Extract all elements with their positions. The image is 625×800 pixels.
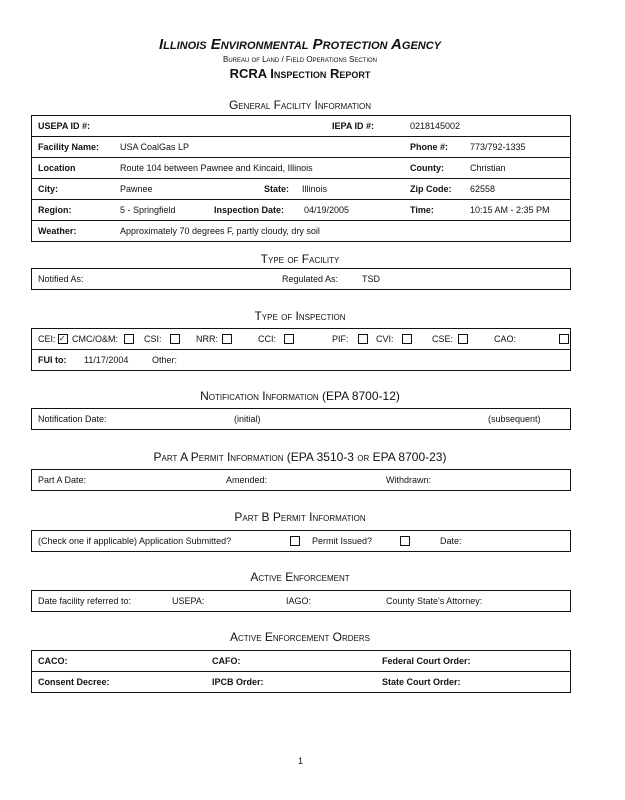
orders-heading: Active Enforcement Orders	[229, 630, 370, 644]
amended-label: Amended:	[226, 475, 268, 485]
weather: Approximately 70 degrees F, partly cloudy, dry soil	[120, 226, 320, 236]
other-label: Other:	[152, 355, 178, 365]
part-a-box	[31, 469, 571, 491]
inspection-type-label: PIF:	[332, 334, 349, 344]
bureau-subtitle: Bureau of Land / Field Operations Section	[222, 55, 378, 64]
orders-box	[31, 650, 571, 693]
inspection-date: 04/19/2005	[304, 205, 350, 215]
enforcement-box	[31, 590, 571, 612]
inspection-type-label: CSI:	[144, 334, 162, 344]
caco-label: CACO:	[38, 656, 68, 666]
notification-date-label: Notification Date:	[38, 414, 107, 424]
county: Christian	[470, 163, 506, 173]
subsequent-label: (subsequent)	[488, 414, 541, 424]
state: Illinois	[302, 184, 328, 194]
city-label: City:	[38, 184, 58, 194]
inspection-type-checkbox[interactable]	[402, 334, 412, 344]
part-b-box	[31, 530, 571, 552]
notification-box	[31, 408, 571, 430]
fui-date: 11/17/2004	[84, 355, 129, 365]
federal-order-label: Federal Court Order:	[382, 656, 471, 666]
regulated-label: Regulated As:	[282, 274, 339, 284]
zip: 62558	[470, 184, 496, 194]
inspection-type-label: NRR:	[196, 334, 218, 344]
consent-decree-label: Consent Decree:	[38, 677, 110, 687]
location-label: Location	[38, 163, 76, 173]
initial-label: (initial)	[234, 414, 261, 424]
phone: 773/792-1335	[470, 142, 526, 152]
cafo-label: CAFO:	[212, 656, 241, 666]
inspection-type-checkbox[interactable]	[458, 334, 468, 344]
region-label: Region:	[38, 205, 72, 215]
inspection-type-label: CEI:	[38, 334, 56, 344]
usepa-label: USEPA ID #:	[38, 121, 91, 131]
general-box	[31, 115, 571, 242]
part-b-heading: Part B Permit Information	[234, 510, 366, 524]
report-title: RCRA Inspection Report	[229, 66, 371, 81]
name-label: Facility Name:	[38, 142, 100, 152]
inspection-type-checkbox[interactable]	[170, 334, 180, 344]
inspection-type-checkbox[interactable]	[559, 334, 569, 344]
enforcement-heading: Active Enforcement	[250, 570, 350, 584]
state-order-label: State Court Order:	[382, 677, 461, 687]
inspection-box	[31, 328, 571, 371]
facility-name: USA CoalGas LP	[120, 142, 190, 152]
inspection-type-label: CAO:	[494, 334, 517, 344]
iepa-label: IEPA ID #:	[332, 121, 375, 131]
inspection-type-label: CMC/O&M:	[72, 334, 118, 344]
part-a-heading: Part A Permit Information (EPA 3510-3 or EPA 8700-23)	[153, 450, 447, 464]
application-submitted-label: (Check one if applicable) Application Submitted?	[38, 536, 232, 546]
part-b-date-label: Date:	[440, 536, 462, 546]
inspection-type-checkbox[interactable]	[358, 334, 368, 344]
iago-label: IAGO:	[286, 596, 312, 606]
part-a-date-label: Part A Date:	[38, 475, 87, 485]
time: 10:15 AM - 2:35 PM	[470, 205, 550, 215]
general-heading: General Facility Information	[228, 98, 372, 112]
inspection-type-checkbox[interactable]	[222, 334, 232, 344]
location: Route 104 between Pawnee and Kincaid, Illinois	[120, 163, 313, 173]
withdrawn-label: Withdrawn:	[386, 475, 432, 485]
ipcb-order-label: IPCB Order:	[212, 677, 264, 687]
referred-label: Date facility referred to:	[38, 596, 132, 606]
inspection-type-label: CCI:	[258, 334, 276, 344]
regulated-value: TSD	[362, 274, 380, 284]
inspection-heading: Type of Inspection	[254, 309, 346, 323]
city: Pawnee	[120, 184, 153, 194]
zip-label: Zip Code:	[410, 184, 452, 194]
page-number: 1	[298, 756, 304, 766]
inspection-type-checkbox[interactable]	[284, 334, 294, 344]
inspection-type-checkbox[interactable]: ✓	[58, 334, 68, 344]
notified-label: Notified As:	[38, 274, 84, 284]
notification-heading: Notification Information (EPA 8700-12)	[200, 389, 400, 403]
inspection-type-label: CSE:	[432, 334, 454, 344]
phone-label: Phone #:	[410, 142, 449, 152]
facility-heading: Type of Facility	[260, 252, 340, 266]
county-label: County:	[410, 163, 444, 173]
facility-box	[31, 268, 571, 290]
region: 5 - Springfield	[120, 205, 176, 215]
permit-issued-label: Permit Issued?	[312, 536, 373, 546]
iepa-id: 0218145002	[410, 121, 461, 131]
weather-label: Weather:	[38, 226, 77, 236]
state-label: State:	[264, 184, 290, 194]
inspection-type-label: CVI:	[376, 334, 394, 344]
fui-label: FUI to:	[38, 355, 67, 365]
application-submitted-checkbox[interactable]	[290, 536, 300, 546]
agency-title: Illinois Environmental Protection Agency	[158, 36, 442, 53]
inspection-type-checkbox[interactable]	[124, 334, 134, 344]
permit-issued-checkbox[interactable]	[400, 536, 410, 546]
date-label: Inspection Date:	[214, 205, 285, 215]
enf-usepa-label: USEPA:	[172, 596, 205, 606]
time-label: Time:	[410, 205, 434, 215]
county-attorney-label: County State's Attorney:	[386, 596, 483, 606]
